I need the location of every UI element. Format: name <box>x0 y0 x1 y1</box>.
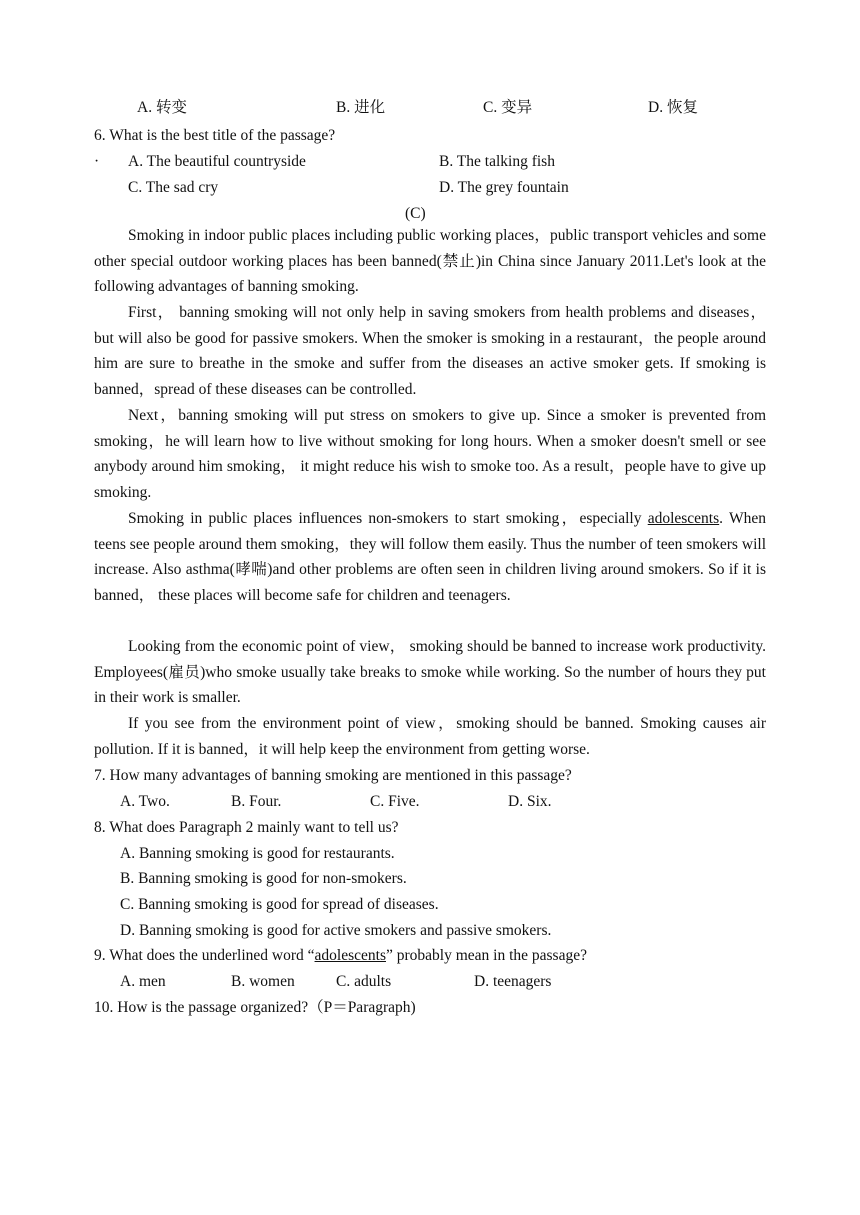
passage-paragraph-1: Smoking in indoor public places including public working places，public transport vehicles and some other special outdoor working places has been banned(禁止)in China since January 2011.Let's look at the following advantages of banning smoking. <box>94 227 766 296</box>
q9-option-d: D. teenagers <box>474 973 552 990</box>
q8-option-a: A. Banning smoking is good for restaurants. <box>120 845 395 862</box>
q6-option-b: B. The talking fish <box>439 153 555 170</box>
p4-underlined-word: adolescents <box>647 510 720 527</box>
q6-option-a: A. The beautiful countryside <box>128 153 306 170</box>
q7-option-d: D. Six. <box>508 793 552 810</box>
q9-option-a: A. men <box>120 973 166 990</box>
q7-option-a: A. Two. <box>120 793 170 810</box>
q9-option-b: B. women <box>231 973 295 990</box>
passage-paragraph-5: Looking from the economic point of view， smoking should be banned to increase work productivity. Employees(雇员)who smoke usually take breaks to smoke while working. So the number of hours they put in their work is smaller. <box>94 638 766 707</box>
q5-option-b: B. 进化 <box>336 99 386 116</box>
q9-text-before: 9. What does the underlined word “ <box>94 947 315 964</box>
passage-paragraph-2: First， banning smoking will not only help in saving smokers from health problems and diseases， but will also be good for passive smokers. When the smoker is smoking in a restaurant，the people around him are sure to breathe in the smoke and suffer from the diseases an active smoker gets. If smoking is banned，spread of these diseases can be controlled. <box>94 304 766 399</box>
q5-option-d: D. 恢复 <box>648 99 698 116</box>
q9-question <box>94 946 587 966</box>
q7-option-c: C. Five. <box>370 793 420 810</box>
q10-question: 10. How is the passage organized?（P＝Paragraph) <box>94 999 416 1016</box>
q7-option-b: B. Four. <box>231 793 282 810</box>
passage-paragraph-3: Next，banning smoking will put stress on smokers to give up. Since a smoker is prevented from smoking，he will learn how to live without smoking for long hours. When a smoker doesn't smell or see anybody around him smoking， it might reduce his wish to smoke too. As a result，people have to give up smoking. <box>94 407 766 502</box>
q9-text-after: ” probably mean in the passage? <box>385 947 587 964</box>
p4-text-after: . When teens see people around them smoking，they will follow them easily. Thus the number of teen smokers will increase. Also asthma(哮喘)and other problems are often seen in children living around smokers. So if it is banned， these places will become safe for children and teenagers. <box>94 510 766 605</box>
q8-option-c: C. Banning smoking is good for spread of diseases. <box>120 896 439 913</box>
section-label: (C) <box>405 205 426 222</box>
q6-bullet: · <box>94 153 100 170</box>
q8-option-d: D. Banning smoking is good for active smokers and passive smokers. <box>120 922 552 939</box>
q6-question: 6. What is the best title of the passage? <box>94 127 336 144</box>
q5-option-a: A. 转变 <box>137 99 187 116</box>
passage-paragraph-4 <box>94 506 766 609</box>
passage-paragraph-6: If you see from the environment point of view，smoking should be banned. Smoking causes air pollution. If it is banned，it will help keep the environment from getting worse. <box>94 715 766 758</box>
q9-option-c: C. adults <box>336 973 392 990</box>
p4-text-before: Smoking in public places influences non-smokers to start smoking，especially <box>128 510 648 527</box>
q6-option-c: C. The sad cry <box>128 179 219 196</box>
q5-option-c: C. 变异 <box>483 99 533 116</box>
q8-option-b: B. Banning smoking is good for non-smokers. <box>120 870 407 887</box>
q9-underlined-word: adolescents <box>314 947 386 964</box>
q6-option-d: D. The grey fountain <box>439 179 569 196</box>
q8-question: 8. What does Paragraph 2 mainly want to tell us? <box>94 819 399 836</box>
q7-question: 7. How many advantages of banning smoking are mentioned in this passage? <box>94 767 572 784</box>
